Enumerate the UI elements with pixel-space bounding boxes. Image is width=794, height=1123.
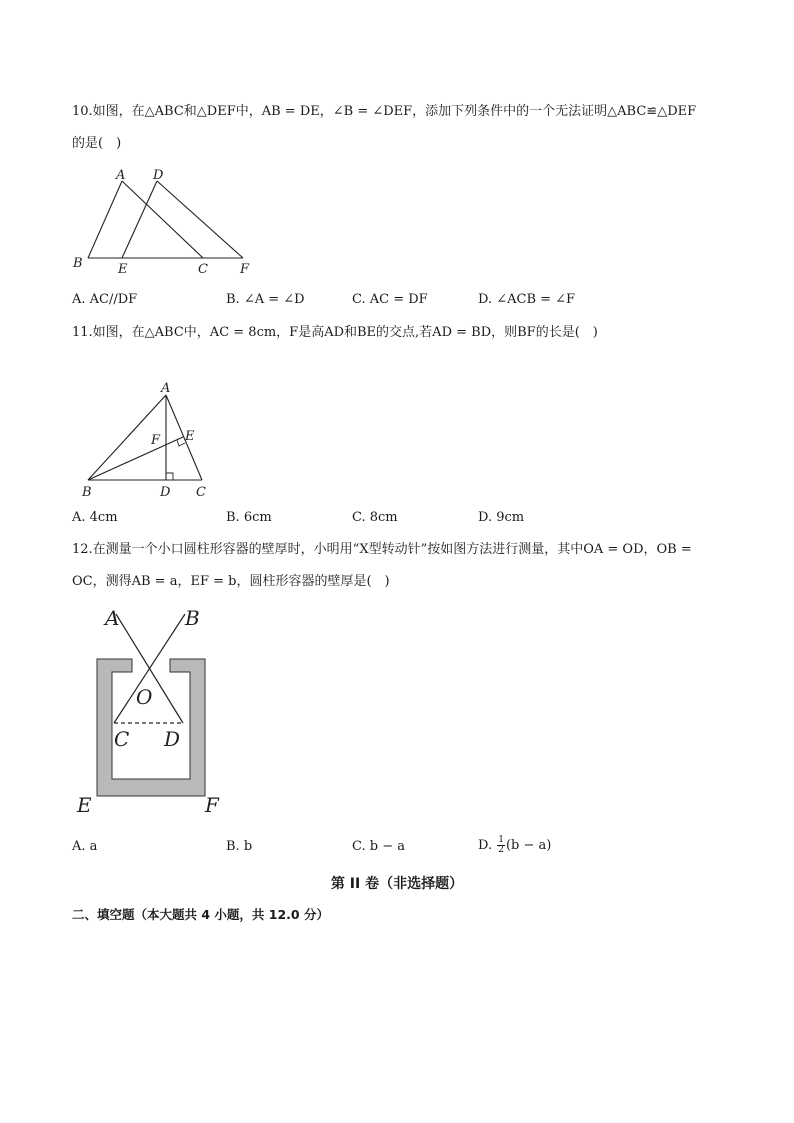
q12-option-d[interactable] [478,836,551,855]
q11-triangle-figure [75,380,220,500]
q11-label-f: F [151,433,161,448]
q12-option-d-rest: (b − a) [505,838,552,853]
q12-option-d-prefix: D. [478,838,497,853]
q10-label-f: F [240,262,250,277]
q10-segment-df [157,181,243,258]
q12-option-d-denominator: 2 [498,845,504,855]
q12-option-a[interactable]: A. a [72,839,98,854]
q11-label-b: B [82,485,92,500]
q12-stem-line2: OC，测得AB = a，EF = b，圆柱形容器的壁厚是( ) [72,574,390,589]
q12-option-d-numerator: 1 [498,835,504,845]
q12-label-c: C [114,727,130,751]
q11-option-a[interactable]: A. 4cm [72,510,118,525]
q12-label-o: O [136,685,153,709]
q10-segment-ac [122,181,203,258]
q10-stem-line1: 10.如图，在△ABC和△DEF中，AB = DE，∠B = ∠DEF，添加下列条件中的一个无法证明△ABC≌△DEF [72,104,697,119]
q11-option-b[interactable]: B. 6cm [226,510,272,525]
q11-option-c[interactable]: C. 8cm [352,510,398,525]
q11-stem: 11.如图，在△ABC中，AC = 8cm，F是高AD和BE的交点,若AD = BD，则BF的长是( ) [72,325,598,340]
q10-label-b: B [73,256,83,271]
q11-label-e: E [185,429,195,444]
q10-stem-line2: 的是( ) [72,136,122,151]
q12-stem-line1: 12.在测量一个小口圆柱形容器的壁厚时，小明用“X型转动针”按如图方法进行测量，其中OA = OD，OB = [72,542,692,557]
q10-label-a: A [116,168,126,183]
q10-option-b[interactable]: B. ∠A = ∠D [226,292,305,307]
q11-altitude-be [88,437,183,480]
q11-segment-ac [166,395,202,480]
q11-label-a: A [161,381,171,396]
q11-label-c: C [196,485,206,500]
q12-container-figure [72,604,232,819]
q10-segment-ba [88,181,122,258]
q10-triangles-figure [70,165,270,280]
q10-option-a[interactable]: A. AC//DF [72,292,138,307]
q11-option-d[interactable]: D. 9cm [478,510,525,525]
section-title: 第 II 卷（非选择题） [330,876,464,892]
q10-segment-ed [122,181,157,258]
q12-label-a: A [105,606,120,630]
q10-label-c: C [198,262,208,277]
q12-label-d: D [164,727,181,751]
q10-option-d[interactable]: D. ∠ACB = ∠F [478,292,576,307]
q12-label-b: B [185,606,200,630]
section-subtitle: 二、填空题（本大题共 4 小题，共 12.0 分） [72,907,329,922]
q11-right-angle-d [166,473,173,480]
q10-option-c[interactable]: C. AC = DF [352,292,428,307]
q11-label-d: D [160,485,171,500]
q11-right-angle-e [177,440,185,446]
q12-option-c[interactable]: C. b − a [352,839,405,854]
q12-option-b[interactable]: B. b [226,839,253,854]
q10-label-e: E [118,262,128,277]
q12-label-f: F [205,793,219,817]
q12-option-d-fraction [497,836,505,855]
q10-label-d: D [153,168,164,183]
q12-label-e: E [77,793,92,817]
